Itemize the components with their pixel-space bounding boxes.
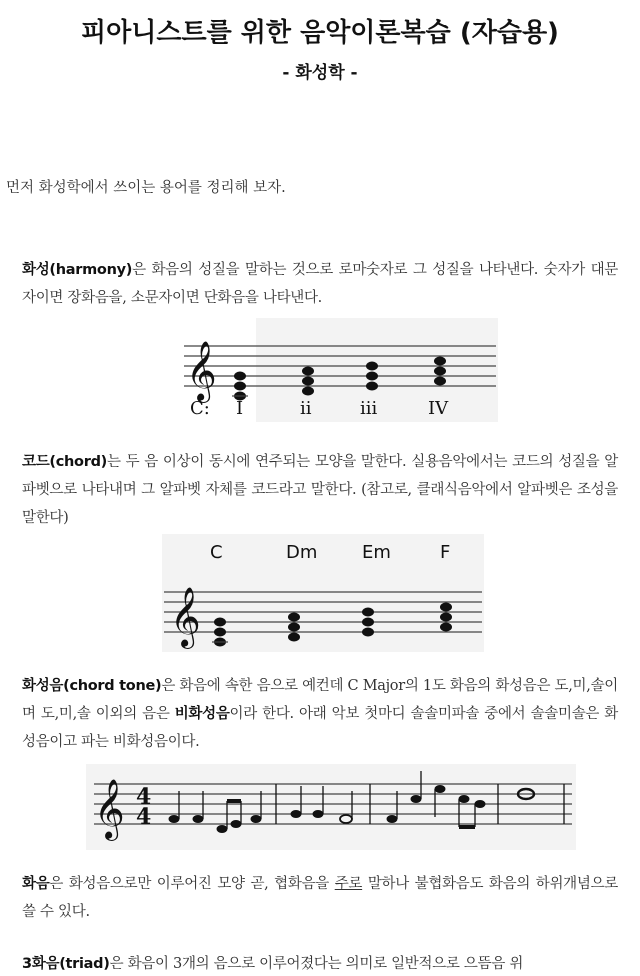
time-signature bbox=[136, 784, 151, 830]
chord-definition-text-a: 은 화성음으로만 이루어진 모양 곧, 협화음을 bbox=[49, 876, 335, 892]
chord-paragraph bbox=[22, 448, 618, 532]
chord-symbol-staff bbox=[162, 534, 484, 652]
measure-3 bbox=[387, 771, 486, 827]
chord-tone-term: 화성음(chord tone) bbox=[22, 678, 162, 694]
treble-clef-icon: 𝄞 bbox=[186, 341, 217, 401]
chord-IV bbox=[434, 357, 446, 386]
chord-term: 코드(chord) bbox=[22, 454, 107, 470]
chord-C bbox=[212, 618, 228, 647]
chord-definition-term: 화음 bbox=[22, 876, 50, 892]
chord-iii bbox=[366, 362, 378, 391]
page-title: 피아니스트를 위한 음악이론복습 (자습용) bbox=[81, 18, 559, 48]
underlined-word: 주로 bbox=[334, 876, 363, 892]
chord-tone-text-a: 은 화음에 속한 음으로 예컨데 C Major의 1도 화음의 화성음은 도,미,솔이며 도,미,솔 이외의 음은 bbox=[22, 678, 618, 722]
staff-lines bbox=[164, 592, 482, 632]
chord-symbol: C bbox=[210, 542, 223, 563]
chord-definition-paragraph bbox=[22, 870, 618, 926]
chord-symbol: Em bbox=[362, 542, 391, 563]
chord-text: 는 두 음 이상이 동시에 연주되는 모양을 말한다. 실용음악에서는 코드의 성질을 알파벳으로 나타내며 그 알파벳 자체를 코드라고 말한다. (참고로, 클래식음악에서 알파벳은 조성을 말한다) bbox=[22, 454, 618, 526]
triad-paragraph bbox=[22, 950, 618, 976]
numeral-label: I bbox=[236, 398, 244, 419]
svg-text:4: 4 bbox=[136, 784, 152, 810]
roman-numeral-figure bbox=[182, 318, 498, 422]
chord-Dm bbox=[288, 613, 300, 642]
intro-text: 먼저 화성학에서 쓰이는 용어를 정리해 보자. bbox=[6, 180, 286, 196]
page-subtitle: - 화성학 - bbox=[282, 63, 358, 83]
chord-tone-text-b: 이라 한다. 아래 악보 첫마디 솔솔미파솔 중에서 솔솔미솔은 화성음이고 파는 비화성음이다. bbox=[22, 706, 618, 750]
harmony-text: 은 화음의 성질을 말하는 것으로 로마숫자로 그 성질을 나타낸다. 숫자가 대문자이면 장화음을, 소문자이면 단화음을 나타낸다. bbox=[22, 262, 618, 306]
chord-symbol-figure bbox=[162, 534, 484, 652]
chord-Em bbox=[362, 608, 374, 637]
chord-I bbox=[232, 372, 248, 401]
melody-staff bbox=[86, 764, 576, 850]
harmony-paragraph bbox=[22, 256, 618, 312]
chord-ii bbox=[302, 367, 314, 396]
roman-numeral-staff bbox=[182, 318, 498, 422]
melody-figure bbox=[86, 764, 576, 850]
measure-1 bbox=[169, 791, 262, 833]
triad-text: 은 화음이 3개의 음으로 이루어졌다는 의미로 일반적으로 으뜸음 위 bbox=[109, 956, 524, 972]
treble-clef-icon: 𝄞 bbox=[94, 779, 125, 839]
harmony-term: 화성(harmony) bbox=[22, 262, 133, 278]
numeral-label: iii bbox=[360, 398, 378, 419]
chord-symbol: F bbox=[440, 542, 451, 563]
staff-lines bbox=[94, 784, 572, 824]
non-chord-tone-term: 비화성음 bbox=[174, 706, 230, 722]
chord-definition-text-b: 말하나 불협화음도 화음의 하위개념으로 쓸 수 있다. bbox=[22, 876, 618, 920]
triad-term: 3화음(triad) bbox=[22, 956, 110, 972]
chord-symbol: Dm bbox=[286, 542, 318, 563]
numeral-label: ii bbox=[300, 398, 312, 419]
key-label: C: bbox=[190, 398, 210, 419]
treble-clef-icon: 𝄞 bbox=[170, 587, 201, 647]
chord-tone-paragraph bbox=[22, 672, 618, 756]
numeral-label: IV bbox=[428, 398, 449, 419]
chord-F bbox=[440, 603, 452, 632]
svg-text:4: 4 bbox=[136, 804, 152, 830]
